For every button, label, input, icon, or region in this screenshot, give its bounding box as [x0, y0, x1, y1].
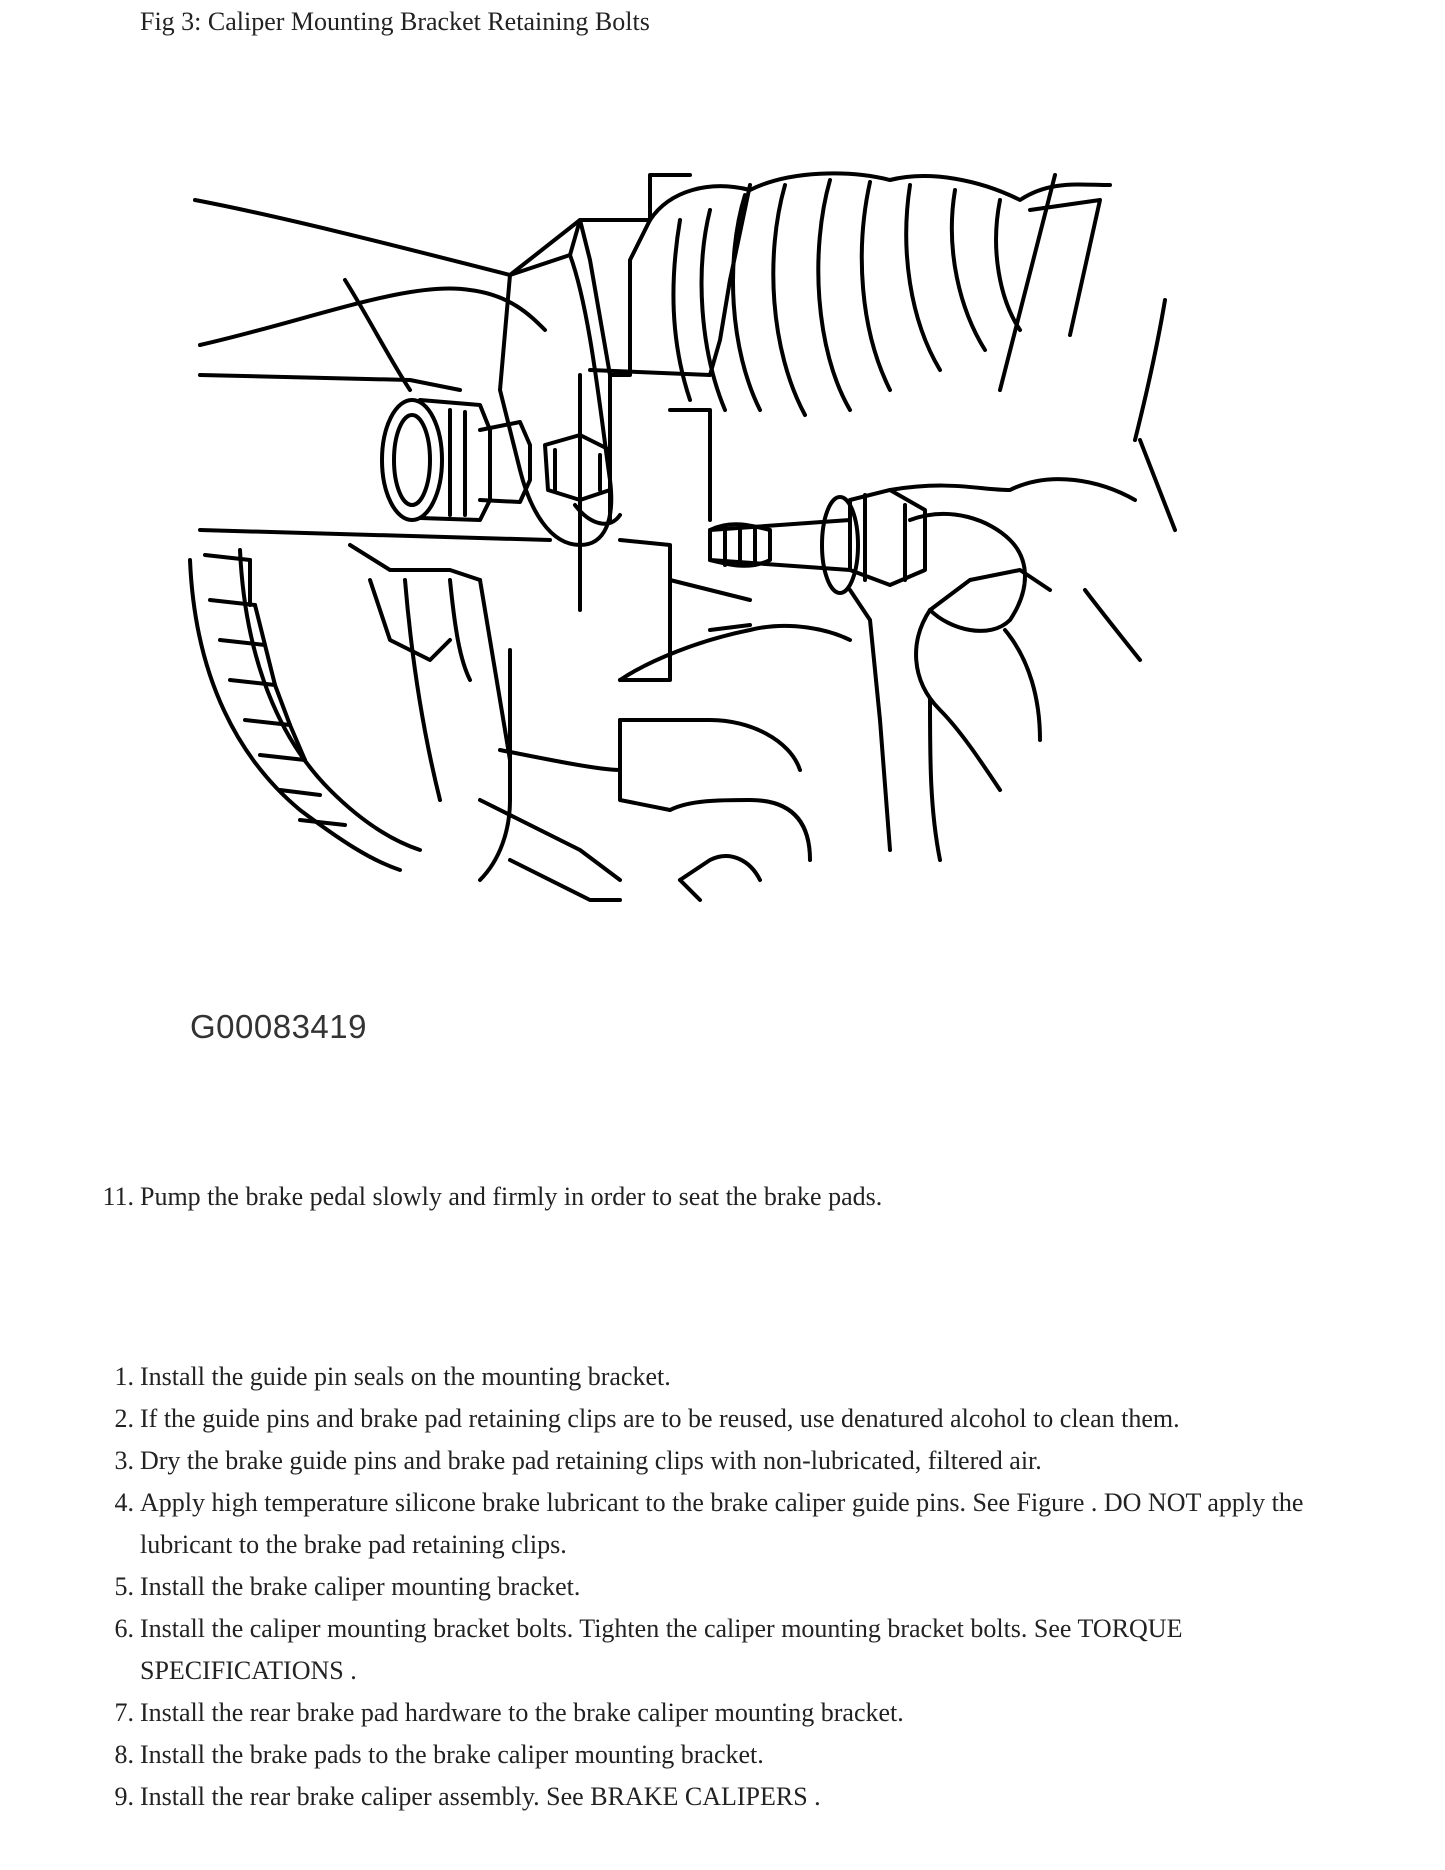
step-text: Apply high temperature silicone brake lubricant to the brake caliper guide pins. See Figure . DO NOT apply the lubricant to the brake pad retaining clips. [140, 1488, 1304, 1559]
step-number: 9. [114, 1782, 134, 1811]
step-text: Pump the brake pedal slowly and firmly in order to seat the brake pads. [140, 1182, 883, 1211]
step-number: 11. [102, 1182, 134, 1211]
list-item [114, 1776, 1340, 1818]
step-text: Install the caliper mounting bracket bolts. Tighten the caliper mounting bracket bolts. See [140, 1614, 1078, 1643]
list-item [114, 1356, 1340, 1398]
step-number: 1. [114, 1362, 134, 1391]
step-number: 6. [114, 1614, 134, 1643]
step-text: Install the guide pin seals on the mounting bracket. [140, 1362, 671, 1391]
figure-caption: Fig 3: Caliper Mounting Bracket Retaining Bolts [140, 7, 650, 36]
step-number: 4. [114, 1488, 134, 1517]
torque-specifications-link[interactable]: TORQUE SPECIFICATIONS [140, 1614, 1183, 1685]
list-item [114, 1692, 1340, 1734]
list-item [114, 1734, 1340, 1776]
step-number: 8. [114, 1740, 134, 1769]
list-item [102, 1176, 1300, 1218]
procedure-steps-b [114, 1356, 1340, 1818]
step-number: 5. [114, 1572, 134, 1601]
step-text: Install the rear brake pad hardware to the brake caliper mounting bracket. [140, 1698, 904, 1727]
list-item [114, 1440, 1340, 1482]
step-text: Install the brake pads to the brake caliper mounting bracket. [140, 1740, 764, 1769]
step-text-after: . [807, 1782, 821, 1811]
step-number: 3. [114, 1446, 134, 1475]
figure-code: G00083419 [190, 1008, 367, 1045]
step-text: If the guide pins and brake pad retaining clips are to be reused, use denatured alcohol to clean them. [140, 1404, 1180, 1433]
brake-calipers-link[interactable]: BRAKE CALIPERS [590, 1782, 808, 1811]
list-item [114, 1482, 1340, 1566]
list-item [114, 1566, 1340, 1608]
step-number: 7. [114, 1698, 134, 1727]
step-text: Dry the brake guide pins and brake pad retaining clips with non-lubricated, filtered air. [140, 1446, 1042, 1475]
step-text: Install the rear brake caliper assembly. See [140, 1782, 591, 1811]
procedure-steps-a [102, 1176, 1300, 1218]
step-text-after: . [343, 1656, 357, 1685]
caliper-bracket-illustration [150, 160, 1300, 1060]
list-item [114, 1608, 1340, 1692]
list-item [114, 1398, 1340, 1440]
step-number: 2. [114, 1404, 134, 1433]
step-text: Install the brake caliper mounting bracket. [140, 1572, 581, 1601]
